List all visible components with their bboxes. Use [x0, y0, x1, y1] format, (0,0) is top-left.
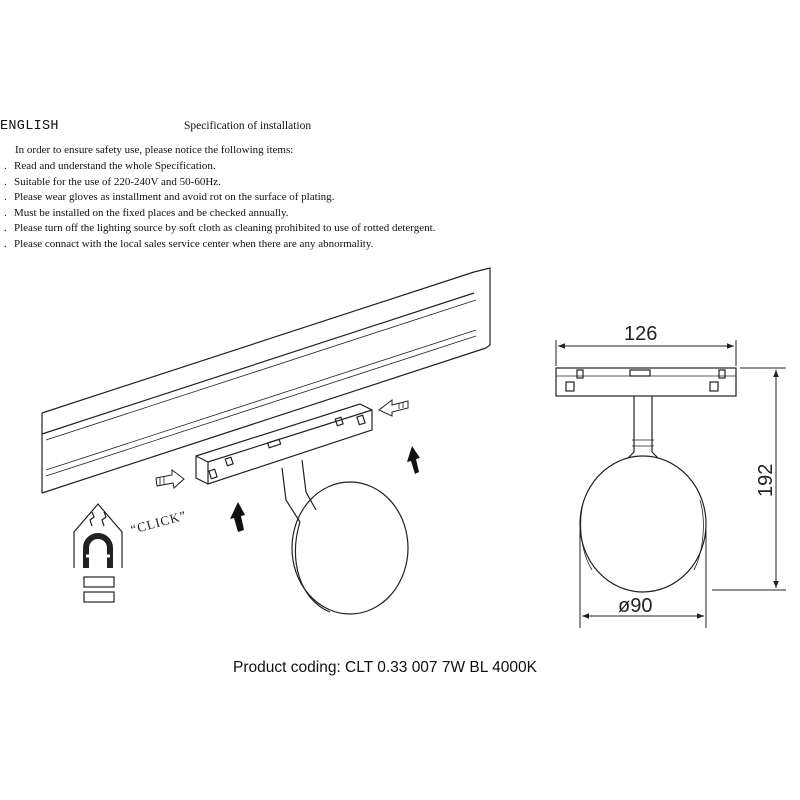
safety-intro: In order to ensure safety use, please notice the following items:: [15, 144, 294, 156]
lamp-elevation: [556, 368, 736, 592]
insert-arrow-left: [156, 470, 184, 488]
dimension-height-label: 192: [755, 463, 777, 497]
dimension-diameter-label: ø90: [618, 595, 653, 617]
language-label: ENGLISH: [0, 119, 59, 134]
safety-note: . Must be installed on the fixed places and be checked annually.: [4, 206, 435, 222]
safety-note: . Please turn off the lighting source by soft cloth as cleaning prohibited to use of rotted detergent.: [4, 221, 435, 237]
push-up-arrows: [230, 446, 420, 532]
safety-note: . Please connact with the local sales service center when there are any abnormality.: [4, 237, 435, 253]
spec-title: Specification of installation: [184, 120, 312, 132]
dimension-width-label: 126: [624, 323, 658, 345]
track-rail: [42, 268, 490, 493]
safety-note: . Please wear gloves as installment and avoid rot on the surface of plating.: [4, 190, 435, 206]
track-adapter: [196, 404, 372, 484]
magnet-click-icon: [74, 504, 122, 602]
safety-note: . Suitable for the use of 220-240V and 50-60Hz.: [4, 175, 435, 191]
safety-note: . Read and understand the whole Specification.: [4, 159, 435, 175]
lamp-head-isometric: [282, 460, 408, 614]
product-coding: Product coding: CLT 0.33 007 7W BL 4000K: [233, 659, 537, 676]
click-label: “CLICK”: [128, 507, 189, 537]
insert-arrow-right: [379, 400, 408, 416]
